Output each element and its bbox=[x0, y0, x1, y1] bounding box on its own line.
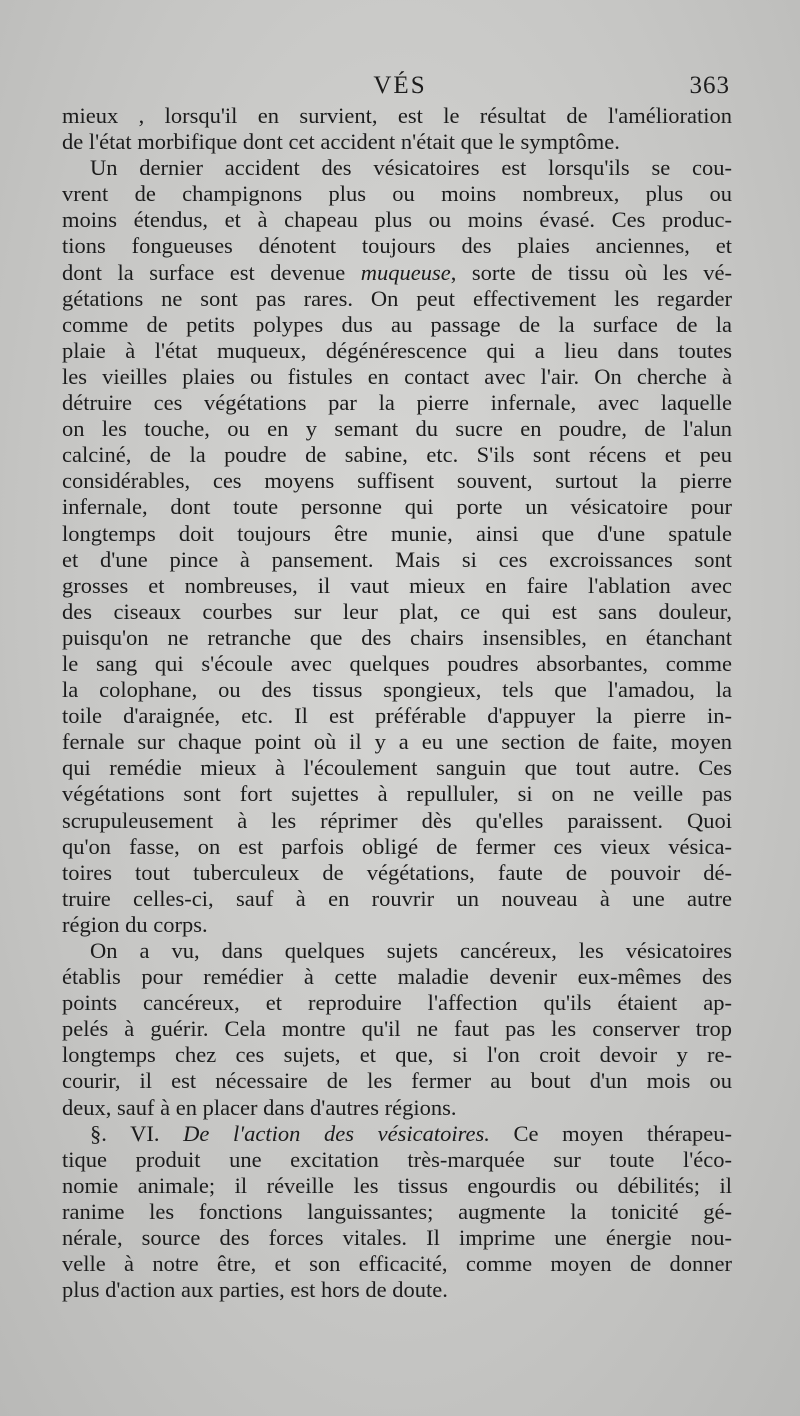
text-line: infernale, dont toute personne qui porte un vésicatoire pour bbox=[62, 494, 732, 520]
text-line: courir, il est nécessaire de les fermer au bout d'un mois ou bbox=[62, 1068, 732, 1094]
text-line: la colophane, ou des tissus spongieux, tels que l'amadou, la bbox=[62, 677, 732, 703]
text-line: gétations ne sont pas rares. On peut effectivement les regarder bbox=[62, 285, 732, 311]
text-line: considérables, ces moyens suffisent souvent, surtout la pierre bbox=[62, 468, 732, 494]
text-line: velle à notre être, et son efficacité, comme moyen de donner bbox=[62, 1251, 732, 1277]
text-line: toires tout tuberculeux de végétations, faute de pouvoir dé- bbox=[62, 859, 732, 885]
text-line: scrupuleusement à les réprimer dès qu'elles paraissent. Quoi bbox=[62, 807, 732, 833]
text-line: qui remédie mieux à l'écoulement sanguin que tout autre. Ces bbox=[62, 755, 732, 781]
text-line: pelés à guérir. Cela montre qu'il ne faut pas les conserver trop bbox=[62, 1016, 732, 1042]
text-line: longtemps chez ces sujets, et que, si l'on croit devoir y re- bbox=[62, 1042, 732, 1068]
text-line: mieux , lorsqu'il en survient, est le résultat de l'amélioration bbox=[62, 103, 732, 128]
text-line: vrent de champignons plus ou moins nombreux, plus ou bbox=[62, 181, 732, 207]
text-line: toile d'araignée, etc. Il est préférable d'appuyer la pierre in- bbox=[62, 703, 732, 729]
text-line: grosses et nombreuses, il vaut mieux en faire l'ablation avec bbox=[62, 572, 732, 598]
text-line: moins étendus, et à chapeau plus ou moins évasé. Ces produc- bbox=[62, 207, 732, 233]
text-line: truire celles-ci, sauf à en rouvrir un nouveau à une autre bbox=[62, 885, 732, 911]
text-line: deux, sauf à en placer dans d'autres régions. bbox=[62, 1094, 457, 1120]
text-line: le sang qui s'écoule avec quelques poudres absorbantes, comme bbox=[62, 650, 732, 676]
text-line: comme de petits polypes dus au passage de la surface de la bbox=[62, 311, 732, 337]
page-number: 363 bbox=[689, 72, 730, 99]
text-line: nérale, source des forces vitales. Il imprime une énergie nou- bbox=[62, 1225, 732, 1251]
text-line: longtemps doit toujours être munie, ainsi que d'une spatule bbox=[62, 520, 732, 546]
text-line: calciné, de la poudre de sabine, etc. S'ils sont récens et peu bbox=[62, 442, 732, 468]
section-title: De l'action des vésicatoires. bbox=[183, 1120, 490, 1146]
text-line: Un dernier accident des vésicatoires est lorsqu'ils se cou- bbox=[90, 155, 732, 181]
section-heading-line bbox=[62, 1121, 732, 1147]
text-line: région du corps. bbox=[62, 911, 208, 937]
text-line: fernale sur chaque point où il y a eu une section de faite, moyen bbox=[62, 729, 732, 755]
text-line: des ciseaux courbes sur leur plat, ce qui est sans douleur, bbox=[62, 598, 732, 624]
text-line: tions fongueuses dénotent toujours des plaies anciennes, et bbox=[62, 233, 732, 259]
text-line: puisqu'on ne retranche que des chairs insensibles, en étanchant bbox=[62, 624, 732, 650]
text-line: et d'une pince à pansement. Mais si ces excroissances sont bbox=[62, 546, 732, 572]
text-line: qu'on fasse, on est parfois obligé de fermer ces vieux vésica- bbox=[62, 833, 732, 859]
text-line: plaie à l'état muqueux, dégénérescence qui a lieu dans toutes bbox=[62, 337, 732, 363]
text-line: les vieilles plaies ou fistules en contact avec l'air. On cherche à bbox=[62, 363, 732, 389]
running-head bbox=[0, 72, 800, 102]
text-line: On a vu, dans quelques sujets cancéreux, les vésicatoires bbox=[90, 938, 732, 963]
text-line: tique produit une excitation très-marquée sur toute l'éco- bbox=[62, 1146, 732, 1172]
text-line: détruire ces végétations par la pierre infernale, avec laquelle bbox=[62, 390, 732, 416]
text-line: points cancéreux, et reproduire l'affection qu'ils étaient ap- bbox=[62, 990, 732, 1016]
text-segment: Ce moyen thérapeu- bbox=[489, 1120, 732, 1146]
text-line: établis pour remédier à cette maladie devenir eux-mêmes des bbox=[62, 964, 732, 990]
body-text bbox=[62, 103, 732, 1303]
text-line: nomie animale; il réveille les tissus engourdis ou débilités; il bbox=[62, 1172, 732, 1198]
text-line: plus d'action aux parties, est hors de doute. bbox=[62, 1277, 448, 1303]
text-line: de l'état morbifique dont cet accident n'était que le symptôme. bbox=[62, 129, 620, 155]
text-segment: dont la surface est devenue bbox=[62, 259, 346, 285]
text-line: végétations sont fort sujettes à repulluler, si on ne veille pas bbox=[62, 781, 732, 807]
running-title: VÉS bbox=[373, 72, 427, 99]
text-segment: , sorte de tissu où les vé- bbox=[450, 259, 732, 285]
text-line: ranime les fonctions languissantes; augmente la tonicité gé- bbox=[62, 1198, 732, 1224]
text-line: on les touche, ou en y semant du sucre en poudre, de l'alun bbox=[62, 416, 732, 442]
italic-term: muqueuse bbox=[360, 259, 451, 285]
section-number: §. VI. bbox=[90, 1120, 160, 1146]
text-line-with-italic bbox=[62, 260, 732, 286]
